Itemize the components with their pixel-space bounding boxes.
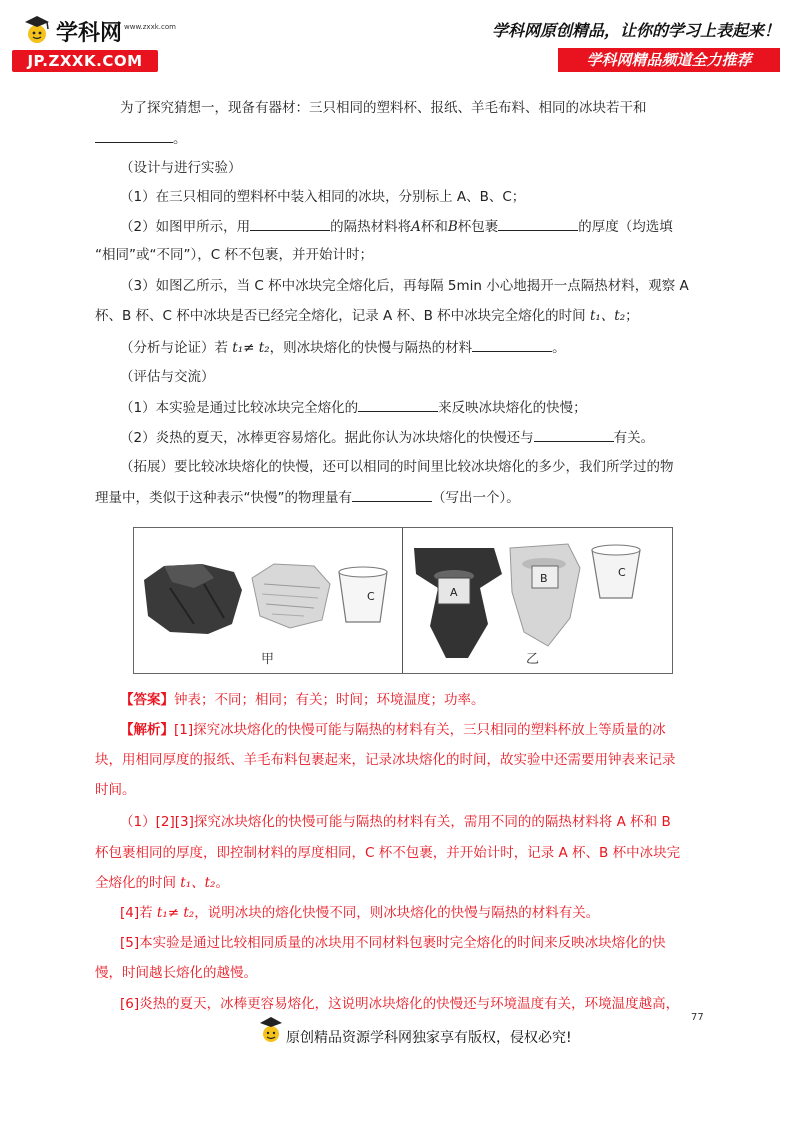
plastic-cup-c-right <box>592 545 640 598</box>
figure-divider <box>402 528 403 673</box>
analysis-p4-l2: 慢，时间越长熔化的越慢。 <box>95 965 257 981</box>
answer-blank <box>358 397 438 412</box>
body-step-2-cont: “相同”或“不同”），C 杯不包裹，并开始计时； <box>95 247 373 263</box>
figure-illustration <box>134 528 672 673</box>
analysis-p2-l1: （1）[2][3]探究冰块熔化的快慢可能与隔热的材料有关，需用不同的的隔热材料将 A 杯和 B <box>120 814 671 830</box>
cup-label-c: C <box>367 590 375 603</box>
wool-cup-a-opened <box>414 548 502 658</box>
page-header <box>0 0 800 80</box>
answer-blank <box>472 337 552 352</box>
analysis-tag: 【解析】 <box>120 722 174 738</box>
section-heading-design: （设计与进行实验） <box>120 160 242 176</box>
page-number: 77 <box>691 1012 704 1023</box>
experiment-figure <box>133 527 673 674</box>
analysis-p4-l1: [5]本实验是通过比较相同质量的冰块用不同材料包裹时完全熔化的时间来反映冰块熔化的快 <box>120 935 666 951</box>
answer-line <box>120 690 730 710</box>
wool-wrapped-cup <box>144 564 242 634</box>
site-url-badge[interactable]: JP.ZXXK.COM <box>12 50 158 72</box>
newspaper-cup-b-opened <box>510 544 580 646</box>
body-step-2: （2）如图甲所示，用 的隔热材料将A杯和B杯包裹 的厚度（均选填 <box>120 216 730 237</box>
newspaper-wrapped-cup <box>252 564 330 628</box>
body-extension: （拓展）要比较冰块熔化的快慢，还可以相同的时间里比较冰块熔化的多少，我们所学过的物 <box>120 459 674 475</box>
analysis-p2-l3: 全熔化的时间 t₁、t₂。 <box>95 875 229 891</box>
answer-blank <box>352 487 432 502</box>
body-extension-cont: 理量中，类似于这种表示“快慢”的物理量有 （写出一个）。 <box>95 487 705 508</box>
body-eval-2: （2）炎热的夏天，冰棒更容易熔化。据此你认为冰块熔化的快慢还与 有关。 <box>120 427 730 448</box>
site-logo[interactable] <box>20 14 176 46</box>
channel-badge: 学科网精品频道全力推荐 <box>558 48 780 72</box>
header-slogan: 学科网原创精品，让你的学习上表起来！ <box>491 21 780 40</box>
analysis-p3: [4]若 t₁≠ t₂，说明冰块的熔化快慢不同，则冰块熔化的快慢与隔热的材料有关。 <box>120 905 600 921</box>
answer-text: 钟表；不同；相同；有关；时间；环境温度；功率。 <box>174 692 485 708</box>
analysis-p5-l1: [6]炎热的夏天，冰棒更容易熔化，这说明冰块熔化的快慢还与环境温度有关，环境温度越高， <box>120 996 680 1012</box>
answer-blank <box>534 427 614 442</box>
figure-label-yi: 乙 <box>526 652 540 667</box>
figure-label-jia: 甲 <box>261 652 275 667</box>
body-step-3: （3）如图乙所示，当 C 杯中冰块完全熔化后，再每隔 5min 小心地揭开一点隔热材料，观察 A <box>120 278 689 294</box>
body-line-1: 为了探究猜想一，现备有器材：三只相同的塑料杯、报纸、羊毛布料、相同的冰块若干和 <box>120 100 647 116</box>
body-eval-1: （1）本实验是通过比较冰块完全熔化的 来反映冰块熔化的快慢； <box>120 397 730 418</box>
answer-blank <box>498 216 578 231</box>
cup-label-c-right: C <box>618 566 626 579</box>
mascot-icon <box>257 1015 285 1045</box>
mascot-icon <box>20 14 54 44</box>
analysis-p1-l1: 【解析】[1]探究冰块熔化的快慢可能与隔热的材料有关，三只相同的塑料杯放上等质量的冰 <box>120 722 666 738</box>
body-line-2: 。 <box>95 128 705 149</box>
answer-blank <box>95 128 173 143</box>
logo-domain: www.zxxk.com <box>124 23 176 31</box>
body-step-1: （1）在三只相同的塑料杯中装入相同的冰块，分别标上 A、B、C； <box>120 189 526 205</box>
body-analysis: （分析与论证）若 t₁≠ t₂，则冰块熔化的快慢与隔热的材料 。 <box>120 337 730 358</box>
copyright-notice: 原创精品资源学科网独家享有版权，侵权必究! <box>286 1030 572 1046</box>
answer-tag: 【答案】 <box>120 692 174 708</box>
analysis-p1-l3: 时间。 <box>95 782 136 798</box>
analysis-p1-l2: 块，用相同厚度的报纸、羊毛布料包裹起来，记录冰块熔化的时间，故实验中还需要用钟表来记录 <box>95 752 676 768</box>
cup-label-b: B <box>540 572 548 585</box>
logo-name: 学科网 <box>56 21 123 46</box>
plastic-cup-c <box>339 567 387 622</box>
analysis-p2-l2: 杯包裹相同的厚度，即控制材料的厚度相同，C 杯不包裹，并开始计时，记录 A 杯、B 杯中冰块完 <box>95 845 681 861</box>
cup-label-a: A <box>450 586 458 599</box>
body-step-3-cont: 杯、B 杯、C 杯中冰块是否已经完全熔化，记录 A 杯、B 杯中冰块完全熔化的时间 t₁、t₂； <box>95 308 639 324</box>
answer-blank <box>250 216 330 231</box>
section-heading-evaluation: （评估与交流） <box>120 369 215 385</box>
